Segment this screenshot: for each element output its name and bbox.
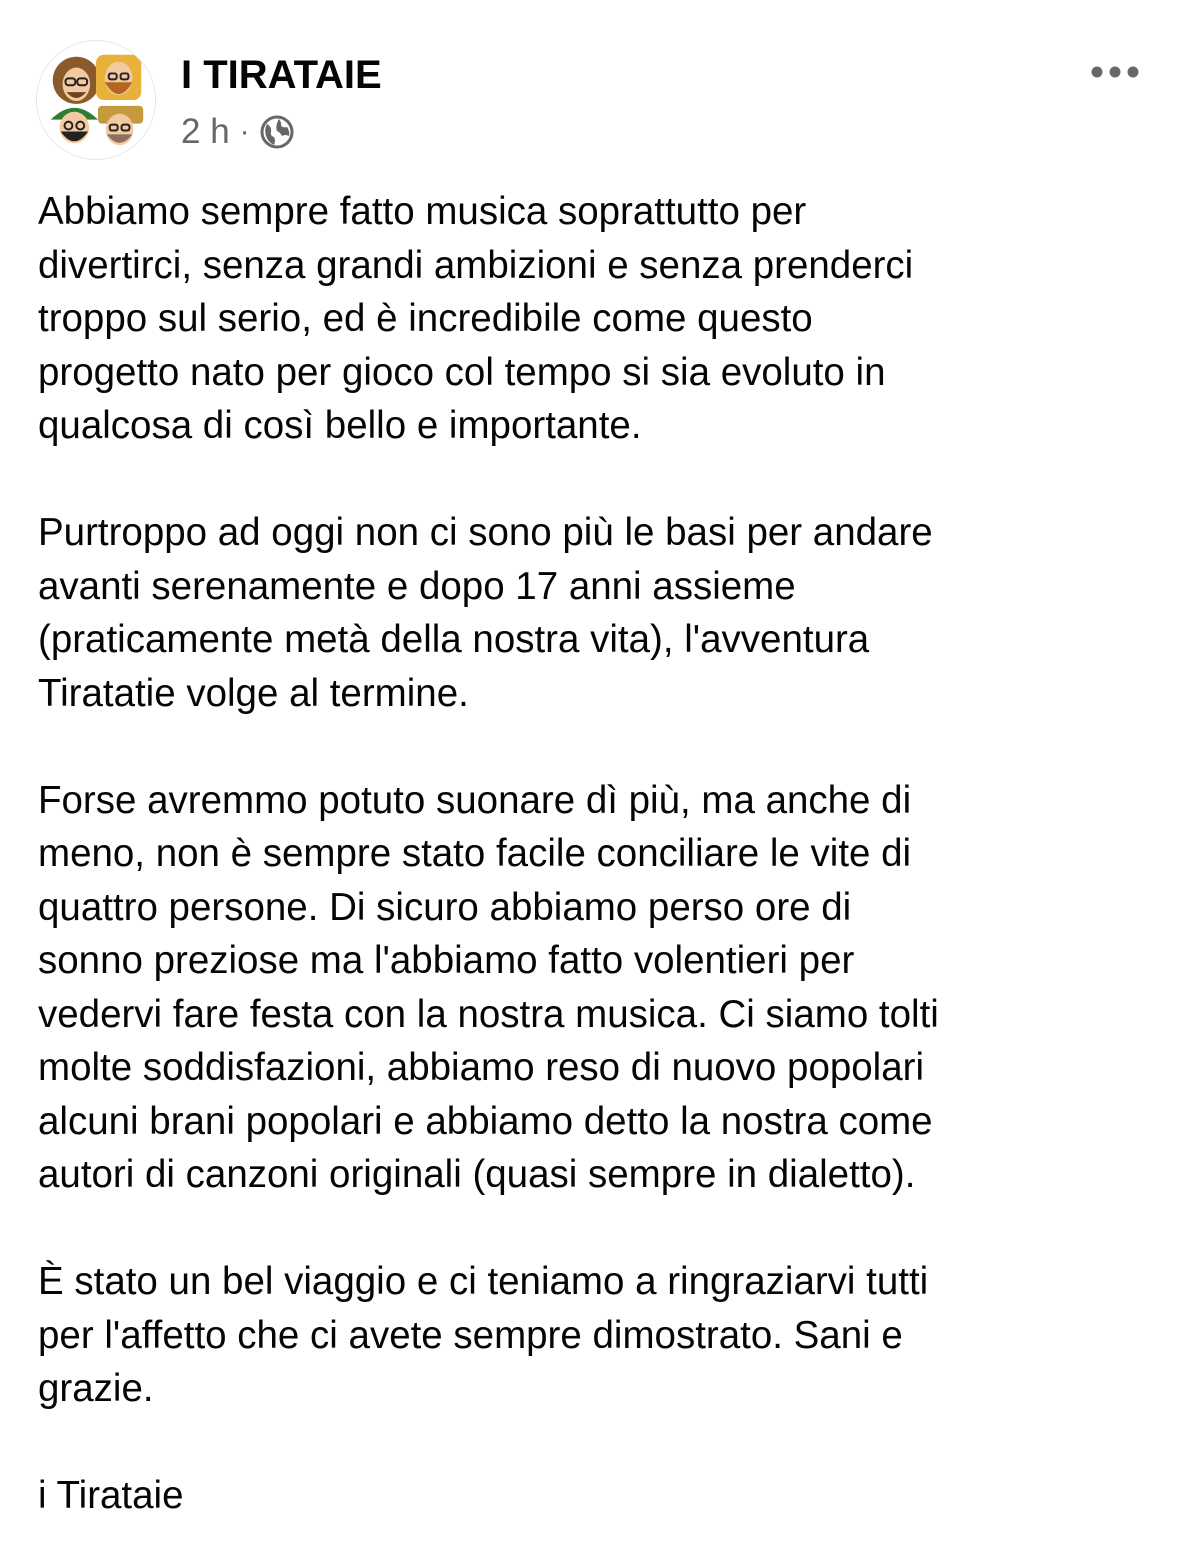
more-options-button[interactable] [1080, 52, 1150, 92]
post-signature: i Tirataie [38, 1474, 184, 1517]
post-timestamp[interactable]: 2 h [181, 112, 230, 151]
post-body [38, 185, 1148, 1523]
page-name[interactable]: I TIRATAIE [181, 53, 382, 97]
post-meta [181, 112, 294, 152]
post-header [0, 0, 1179, 170]
post-paragraph-3: Forse avremmo potuto suonare dì più, ma anche di meno, non è sempre stato facile conciliare le vite di quattro persone. Di sicuro abbiamo perso ore di sonno preziose ma l'abbiamo fatto volentieri per vedervi fare festa con la nostra musica. Ci siamo tolti molte soddisfazioni, abbiamo reso di nuovo popolari alcuni brani popolari e abbiamo detto la nostra come autori di canzoni originali (quasi sempre in dialetto). [38, 778, 939, 1196]
post-paragraph-1: Abbiamo sempre fatto musica soprattutto per divertirci, senza grandi ambizioni e senza prenderci troppo sul serio, ed è incredibile come questo progetto nato per gioco col tempo si sia evoluto in qualcosa di così bello e importante. [38, 190, 914, 447]
meta-separator: · [239, 115, 250, 148]
post-paragraph-2: Purtroppo ad oggi non ci sono più le basi per andare avanti serenamente e dopo 17 anni assieme (praticamente metà della nostra vita), l'avventura Tiratatie volge al termine. [38, 511, 933, 715]
more-options-icon [1090, 65, 1140, 79]
globe-icon [260, 115, 294, 149]
post-paragraph-4: È stato un bel viaggio e ci teniamo a ringraziarvi tutti per l'affetto che ci avete sempre dimostrato. Sani e grazie. [38, 1260, 929, 1410]
band-cartoon-avatar-icon [37, 41, 155, 159]
page-avatar[interactable] [36, 40, 156, 160]
